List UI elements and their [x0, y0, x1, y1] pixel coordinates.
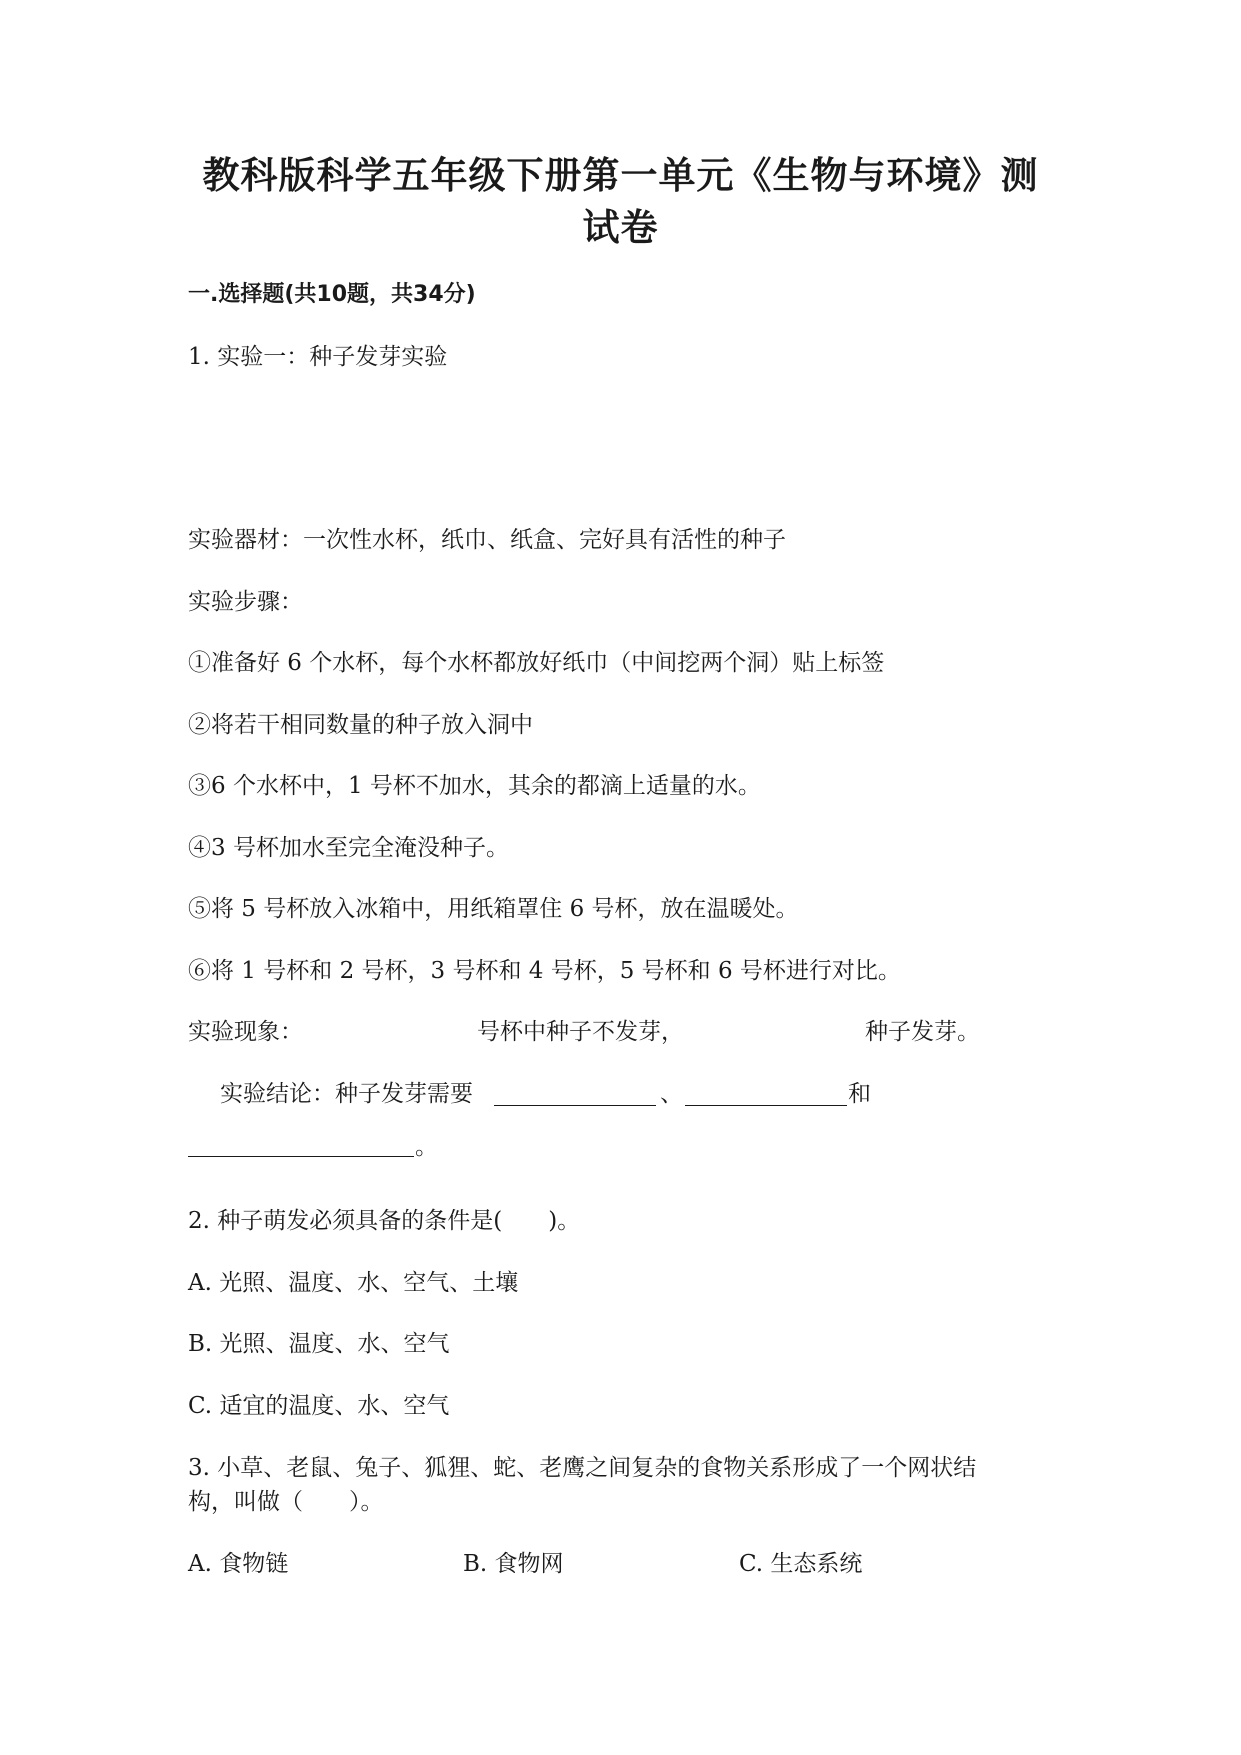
question-2-stem: 2. 种子萌发必须具备的条件是( )。 — [188, 1208, 581, 1234]
question-1-step-5: ⑤将 5 号杯放入冰箱中，用纸箱罩住 6 号杯，放在温暖处。 — [188, 896, 799, 922]
question-2-option-a[interactable]: A. 光照、温度、水、空气、土壤 — [188, 1270, 519, 1296]
question-1-phenomenon-middle: 号杯中种子不发芽， — [477, 1019, 684, 1045]
question-1-phenomenon-end: 种子发芽。 — [865, 1019, 980, 1045]
question-1-step-2: ②将若干相同数量的种子放入洞中 — [188, 712, 533, 738]
question-1-materials: 实验器材：一次性水杯，纸巾、纸盒、完好具有活性的种子 — [188, 527, 786, 553]
question-3-option-b[interactable]: B. 食物网 — [463, 1551, 564, 1577]
question-3-stem-line-2: 构，叫做（ ）。 — [188, 1489, 384, 1515]
question-1-steps-label: 实验步骤： — [188, 589, 303, 615]
section-heading-choice: 一.选择题(共10题，共34分) — [188, 282, 476, 307]
question-1-step-6: ⑥将 1 号杯和 2 号杯，3 号杯和 4 号杯，5 号杯和 6 号杯进行对比。 — [188, 958, 901, 984]
question-3-option-a[interactable]: A. 食物链 — [188, 1551, 289, 1577]
question-2-option-c[interactable]: C. 适宜的温度、水、空气 — [188, 1393, 450, 1419]
question-1-conclusion-separator: 、 — [660, 1081, 683, 1107]
answer-blank-2[interactable] — [685, 1105, 847, 1106]
answer-blank-3[interactable] — [188, 1156, 414, 1157]
question-1-conclusion-end: 。 — [415, 1134, 438, 1160]
question-1-intro: 1. 实验一：种子发芽实验 — [188, 344, 448, 370]
question-1-step-1: ①准备好 6 个水杯，每个水杯都放好纸巾（中间挖两个洞）贴上标签 — [188, 650, 885, 676]
question-1-conclusion-and: 和 — [848, 1081, 871, 1107]
document-title-line-1: 教科版科学五年级下册第一单元《生物与环境》测 — [202, 154, 1039, 197]
question-2-option-b[interactable]: B. 光照、温度、水、空气 — [188, 1331, 450, 1357]
question-3-stem-line-1: 3. 小草、老鼠、兔子、狐狸、蛇、老鹰之间复杂的食物关系形成了一个网状结 — [188, 1455, 977, 1481]
question-1-phenomenon-label: 实验现象： — [188, 1019, 303, 1045]
question-1-step-3: ③6 个水杯中，1 号杯不加水，其余的都滴上适量的水。 — [188, 773, 761, 799]
answer-blank-1[interactable] — [494, 1105, 656, 1106]
question-3-option-c[interactable]: C. 生态系统 — [739, 1551, 863, 1577]
question-1-step-4: ④3 号杯加水至完全淹没种子。 — [188, 835, 509, 861]
document-title-line-2: 试卷 — [582, 206, 659, 249]
question-1-conclusion-text: 实验结论：种子发芽需要 — [220, 1081, 473, 1107]
